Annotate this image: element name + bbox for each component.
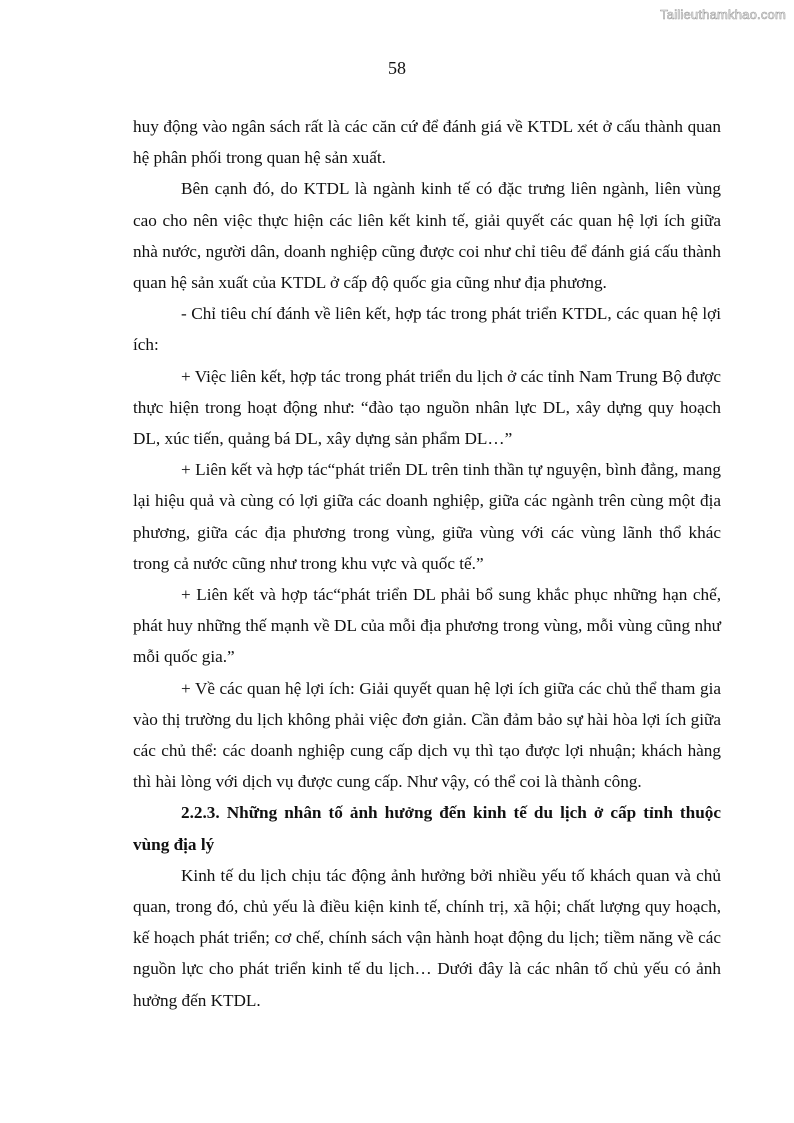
watermark-text: Tailieuthamkhao.com [660, 7, 786, 22]
section-heading: 2.2.3. Những nhân tố ảnh hưởng đến kinh tế du lịch ở cấp tỉnh thuộc vùng địa lý [133, 803, 721, 854]
paragraph-criteria: - Chỉ tiêu chí đánh về liên kết, hợp tác trong phát triển KTDL, các quan hệ lợi ích: [133, 304, 721, 355]
paragraph-continuation: huy động vào ngân sách rất là các căn cứ để đánh giá về KTDL xét ở cấu thành quan hệ phân phối trong quan hệ sản xuất. [133, 117, 721, 168]
paragraph-bullet-cooperation: + Việc liên kết, hợp tác trong phát triển du lịch ở các tỉnh Nam Trung Bộ được thực hiện trong hoạt động như: “đào tạo nguồn nhân lực DL, xây dựng quy hoạch DL, xúc tiến, quảng bá DL, xây dựng sản phẩm DL…” [133, 366, 721, 449]
page-number: 58 [388, 58, 406, 78]
document-body [133, 111, 721, 1016]
paragraph-bullet-supplement: + Liên kết và hợp tác“phát triển DL phải bổ sung khắc phục những hạn chế, phát huy những thế mạnh về DL của mỗi địa phương trong vùng, mỗi vùng cũng như mỗi quốc gia.” [133, 585, 721, 667]
paragraph-bullet-voluntary: + Liên kết và hợp tác“phát triển DL trên tinh thần tự nguyện, bình đẳng, mang lại hiệu quả và cùng có lợi giữa các doanh nghiệp, giữa các ngành trên cùng một địa phương, giữa các địa phương trong vùng, giữa vùng với các vùng lãnh thổ khác trong cả nước cũng như trong khu vực và quốc tế.” [133, 460, 721, 573]
paragraph-linkage-intro: Bên cạnh đó, do KTDL là ngành kinh tế có đặc trưng liên ngành, liên vùng cao cho nên việc thực hiện các liên kết kinh tế, giải quyết các quan hệ lợi ích giữa nhà nước, người dân, doanh nghiệp cũng được coi như chỉ tiêu để đánh giá cấu thành quan hệ sản xuất của KTDL ở cấp độ quốc gia cũng như địa phương. [133, 179, 721, 293]
paragraph-bullet-interests: + Về các quan hệ lợi ích: Giải quyết quan hệ lợi ích giữa các chủ thể tham gia vào thị trường du lịch không phải việc đơn giản. Cần đảm bảo sự hài hòa lợi ích giữa các chủ thể: các doanh nghiệp cung cấp dịch vụ thì tạo được lợi nhuận; khách hàng thì hài lòng với dịch vụ được cung cấp. Như vậy, có thể coi là thành công. [133, 678, 721, 792]
paragraph-factors: Kinh tế du lịch chịu tác động ảnh hưởng bởi nhiều yếu tố khách quan và chủ quan, trong đó, chủ yếu là điều kiện kinh tế, chính trị, xã hội; chất lượng quy hoạch, kế hoạch phát triển; cơ chế, chính sách vận hành hoạt động du lịch; tiềm năng về các nguồn lực cho phát triển kinh tế du lịch… Dưới đây là các nhân tố chủ yếu có ảnh hưởng đến KTDL. [133, 865, 721, 1010]
